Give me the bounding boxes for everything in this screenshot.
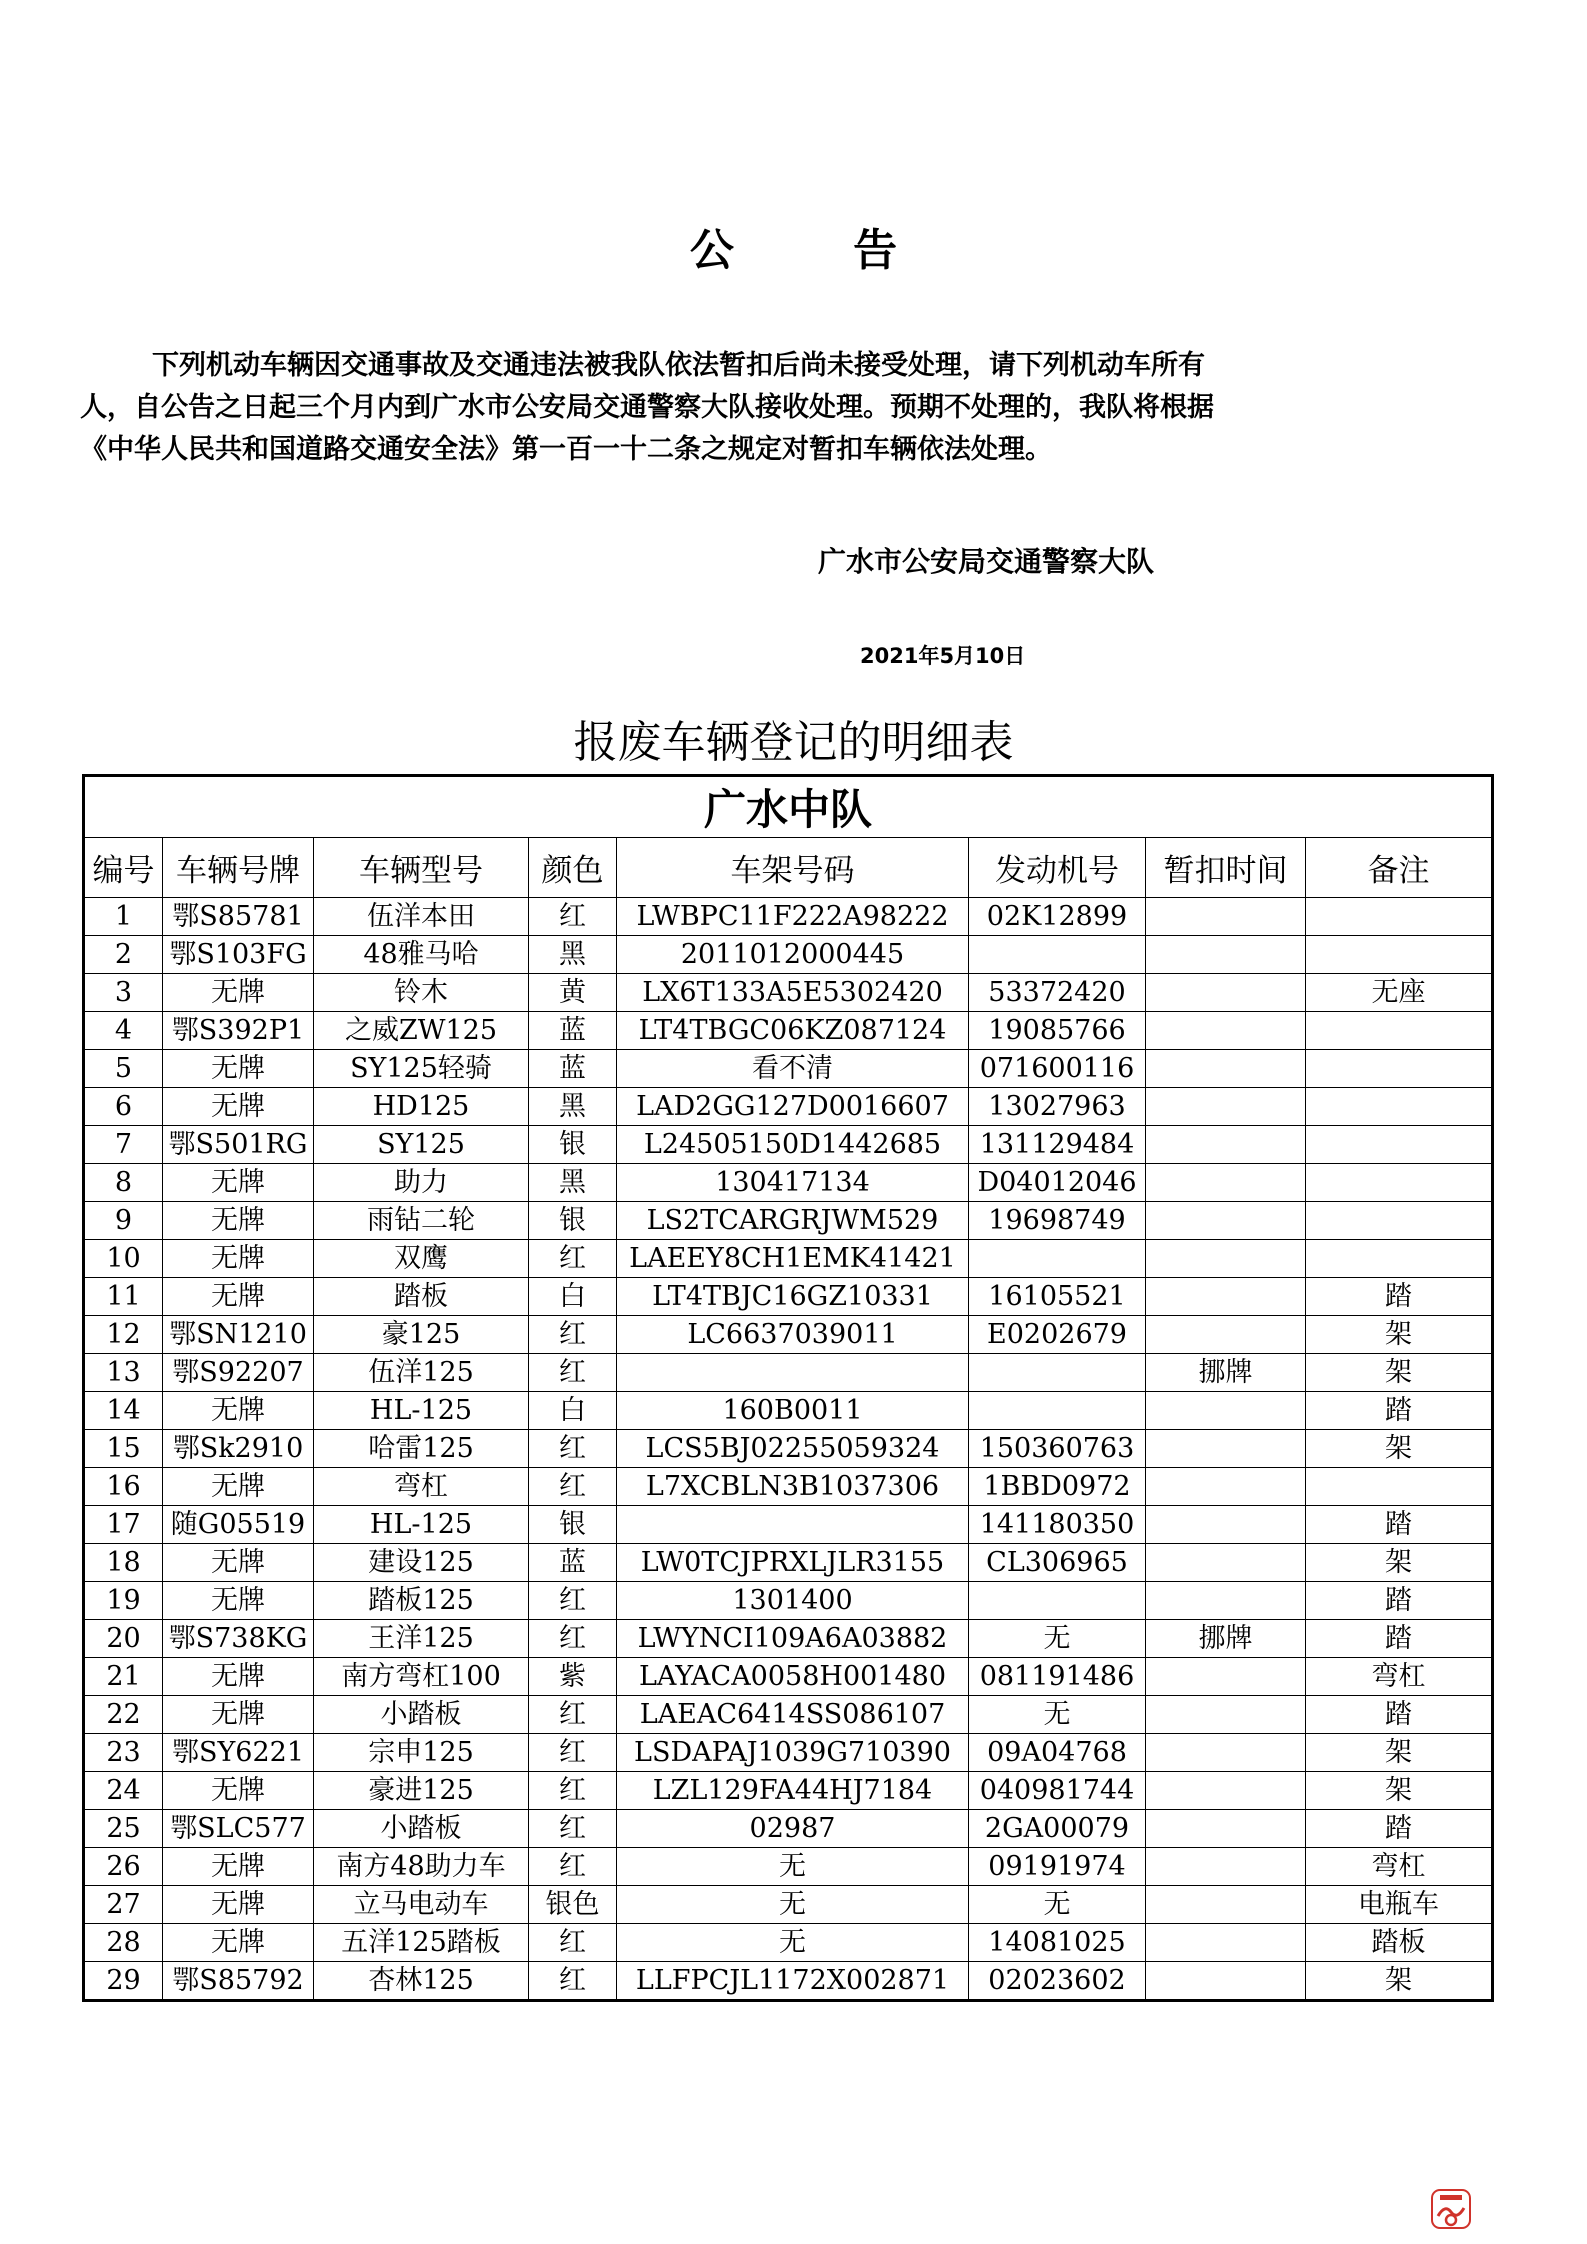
cell-seize-time bbox=[1146, 1696, 1306, 1734]
cell-seize-time bbox=[1146, 1278, 1306, 1316]
table-row bbox=[84, 1278, 1493, 1316]
cell-model: 48雅马哈 bbox=[314, 936, 529, 974]
cell-remark: 电瓶车 bbox=[1306, 1886, 1493, 1924]
table-row bbox=[84, 1050, 1493, 1088]
cell-color: 黑 bbox=[529, 1088, 617, 1126]
table-row bbox=[84, 1734, 1493, 1772]
cell-engine: 09A04768 bbox=[969, 1734, 1146, 1772]
cell-seize-time: 挪牌 bbox=[1146, 1354, 1306, 1392]
table-row bbox=[84, 1202, 1493, 1240]
cell-seize-time bbox=[1146, 936, 1306, 974]
cell-number: 6 bbox=[84, 1088, 163, 1126]
table-row bbox=[84, 1962, 1493, 2001]
cell-vin: LSDAPAJ1039G710390 bbox=[617, 1734, 969, 1772]
table-row bbox=[84, 1696, 1493, 1734]
cell-engine: 131129484 bbox=[969, 1126, 1146, 1164]
cell-plate: 无牌 bbox=[163, 1088, 314, 1126]
cell-engine: 071600116 bbox=[969, 1050, 1146, 1088]
cell-plate: 鄂S85781 bbox=[163, 898, 314, 936]
col-header-plate: 车辆号牌 bbox=[163, 838, 314, 898]
cell-remark bbox=[1306, 1202, 1493, 1240]
col-header-engine: 发动机号 bbox=[969, 838, 1146, 898]
cell-vin: LLFPCJL1172X002871 bbox=[617, 1962, 969, 2001]
unit-name: 广水中队 bbox=[84, 776, 1493, 838]
cell-engine: 02K12899 bbox=[969, 898, 1146, 936]
cell-remark bbox=[1306, 1088, 1493, 1126]
cell-model: 双鹰 bbox=[314, 1240, 529, 1278]
cell-color: 红 bbox=[529, 1848, 617, 1886]
cell-engine: 19085766 bbox=[969, 1012, 1146, 1050]
cell-color: 红 bbox=[529, 1620, 617, 1658]
cell-vin: LAEEY8CH1EMK41421 bbox=[617, 1240, 969, 1278]
cell-color: 红 bbox=[529, 1962, 617, 2001]
table-row bbox=[84, 1392, 1493, 1430]
cell-engine: 13027963 bbox=[969, 1088, 1146, 1126]
cell-seize-time bbox=[1146, 1316, 1306, 1354]
cell-number: 5 bbox=[84, 1050, 163, 1088]
cell-color: 红 bbox=[529, 898, 617, 936]
cell-seize-time bbox=[1146, 1734, 1306, 1772]
cell-remark: 架 bbox=[1306, 1772, 1493, 1810]
cell-seize-time bbox=[1146, 1430, 1306, 1468]
table-row bbox=[84, 1772, 1493, 1810]
cell-color: 黄 bbox=[529, 974, 617, 1012]
cell-plate: 鄂S738KG bbox=[163, 1620, 314, 1658]
cell-seize-time bbox=[1146, 1810, 1306, 1848]
cell-plate: 鄂S103FG bbox=[163, 936, 314, 974]
cell-engine bbox=[969, 1582, 1146, 1620]
cell-vin: 02987 bbox=[617, 1810, 969, 1848]
cell-engine: 02023602 bbox=[969, 1962, 1146, 2001]
cell-remark: 架 bbox=[1306, 1316, 1493, 1354]
cell-engine: 53372420 bbox=[969, 974, 1146, 1012]
cell-engine: 无 bbox=[969, 1696, 1146, 1734]
cell-seize-time bbox=[1146, 1050, 1306, 1088]
table-row bbox=[84, 1886, 1493, 1924]
col-header-number: 编号 bbox=[84, 838, 163, 898]
cell-engine: 无 bbox=[969, 1620, 1146, 1658]
cell-remark: 踏 bbox=[1306, 1582, 1493, 1620]
cell-vin: L24505150D1442685 bbox=[617, 1126, 969, 1164]
cell-color: 黑 bbox=[529, 1164, 617, 1202]
cell-plate: 无牌 bbox=[163, 1848, 314, 1886]
table-row bbox=[84, 1658, 1493, 1696]
cell-number: 22 bbox=[84, 1696, 163, 1734]
cell-plate: 无牌 bbox=[163, 1544, 314, 1582]
cell-remark bbox=[1306, 1126, 1493, 1164]
cell-vin bbox=[617, 1354, 969, 1392]
cell-seize-time bbox=[1146, 1772, 1306, 1810]
cell-seize-time bbox=[1146, 1506, 1306, 1544]
cell-engine: 09191974 bbox=[969, 1848, 1146, 1886]
cell-model: HL-125 bbox=[314, 1392, 529, 1430]
cell-model: HL-125 bbox=[314, 1506, 529, 1544]
table-row bbox=[84, 1240, 1493, 1278]
cell-engine: 16105521 bbox=[969, 1278, 1146, 1316]
cell-plate: 无牌 bbox=[163, 1772, 314, 1810]
table-row bbox=[84, 1506, 1493, 1544]
cell-model: 铃木 bbox=[314, 974, 529, 1012]
cell-model: SY125 bbox=[314, 1126, 529, 1164]
cell-seize-time: 挪牌 bbox=[1146, 1620, 1306, 1658]
col-header-model: 车辆型号 bbox=[314, 838, 529, 898]
cell-remark: 踏 bbox=[1306, 1810, 1493, 1848]
notice-line-2: 人，自公告之日起三个月内到广水市公安局交通警察大队接收处理。预期不处理的，我队将根据 bbox=[80, 392, 1214, 423]
cell-vin: LC6637039011 bbox=[617, 1316, 969, 1354]
cell-seize-time bbox=[1146, 1012, 1306, 1050]
cell-model: 雨钻二轮 bbox=[314, 1202, 529, 1240]
cell-color: 银 bbox=[529, 1126, 617, 1164]
notice-line-3: 《中华人民共和国道路交通安全法》第一百一十二条之规定对暂扣车辆依法处理。 bbox=[80, 434, 1052, 465]
cell-seize-time bbox=[1146, 1848, 1306, 1886]
col-header-seize-time: 暂扣时间 bbox=[1146, 838, 1306, 898]
cell-model: 弯杠 bbox=[314, 1468, 529, 1506]
cell-remark: 无座 bbox=[1306, 974, 1493, 1012]
table-row bbox=[84, 1582, 1493, 1620]
cell-seize-time bbox=[1146, 1392, 1306, 1430]
cell-vin: LZL129FA44HJ7184 bbox=[617, 1772, 969, 1810]
cell-vin: LT4TBJC16GZ10331 bbox=[617, 1278, 969, 1316]
cell-model: 五洋125踏板 bbox=[314, 1924, 529, 1962]
table-row bbox=[84, 1316, 1493, 1354]
cell-vin: 130417134 bbox=[617, 1164, 969, 1202]
cell-seize-time bbox=[1146, 1962, 1306, 2001]
cell-engine: 141180350 bbox=[969, 1506, 1146, 1544]
cell-engine bbox=[969, 1240, 1146, 1278]
cell-remark: 架 bbox=[1306, 1430, 1493, 1468]
cell-color: 红 bbox=[529, 1316, 617, 1354]
table-row bbox=[84, 1088, 1493, 1126]
cell-remark: 架 bbox=[1306, 1734, 1493, 1772]
cell-number: 14 bbox=[84, 1392, 163, 1430]
cell-remark: 架 bbox=[1306, 1354, 1493, 1392]
cell-model: 哈雷125 bbox=[314, 1430, 529, 1468]
cell-vin: LAD2GG127D0016607 bbox=[617, 1088, 969, 1126]
table-row bbox=[84, 1012, 1493, 1050]
cell-seize-time bbox=[1146, 1582, 1306, 1620]
cell-model: 立马电动车 bbox=[314, 1886, 529, 1924]
table-row bbox=[84, 1430, 1493, 1468]
cell-vin: L7XCBLN3B1037306 bbox=[617, 1468, 969, 1506]
cell-model: 踏板 bbox=[314, 1278, 529, 1316]
cell-seize-time bbox=[1146, 898, 1306, 936]
cell-color: 蓝 bbox=[529, 1050, 617, 1088]
cell-vin: LW0TCJPRXLJLR3155 bbox=[617, 1544, 969, 1582]
cell-number: 29 bbox=[84, 1962, 163, 2001]
cell-vin: LWYNCI109A6A03882 bbox=[617, 1620, 969, 1658]
cell-model: HD125 bbox=[314, 1088, 529, 1126]
cell-color: 红 bbox=[529, 1430, 617, 1468]
cell-color: 白 bbox=[529, 1392, 617, 1430]
cell-seize-time bbox=[1146, 1924, 1306, 1962]
col-header-vin: 车架号码 bbox=[617, 838, 969, 898]
cell-color: 银 bbox=[529, 1506, 617, 1544]
cell-number: 9 bbox=[84, 1202, 163, 1240]
cell-plate: 鄂SLC577 bbox=[163, 1810, 314, 1848]
cell-model: 伍洋125 bbox=[314, 1354, 529, 1392]
cell-vin: 无 bbox=[617, 1924, 969, 1962]
cell-color: 红 bbox=[529, 1354, 617, 1392]
cell-model: 踏板125 bbox=[314, 1582, 529, 1620]
cell-color: 黑 bbox=[529, 936, 617, 974]
notice-signer: 广水市公安局交通警察大队 bbox=[818, 545, 1155, 578]
cell-vin: 无 bbox=[617, 1886, 969, 1924]
table-row bbox=[84, 898, 1493, 936]
cell-number: 25 bbox=[84, 1810, 163, 1848]
cell-engine: 2GA00079 bbox=[969, 1810, 1146, 1848]
cell-number: 21 bbox=[84, 1658, 163, 1696]
cell-number: 17 bbox=[84, 1506, 163, 1544]
cell-model: 南方弯杠100 bbox=[314, 1658, 529, 1696]
cell-color: 红 bbox=[529, 1240, 617, 1278]
cell-number: 4 bbox=[84, 1012, 163, 1050]
table-row bbox=[84, 1126, 1493, 1164]
col-header-color: 颜色 bbox=[529, 838, 617, 898]
cell-number: 23 bbox=[84, 1734, 163, 1772]
cell-plate: 无牌 bbox=[163, 1468, 314, 1506]
cell-color: 红 bbox=[529, 1468, 617, 1506]
cell-seize-time bbox=[1146, 1658, 1306, 1696]
cell-number: 16 bbox=[84, 1468, 163, 1506]
cell-color: 蓝 bbox=[529, 1544, 617, 1582]
cell-vin: LCS5BJ02255059324 bbox=[617, 1430, 969, 1468]
cell-engine: D04012046 bbox=[969, 1164, 1146, 1202]
notice-line-1: 下列机动车辆因交通事故及交通违法被我队依法暂扣后尚未接受处理，请下列机动车所有 bbox=[152, 350, 1205, 381]
notice-title: 公 告 bbox=[689, 225, 950, 276]
cell-color: 红 bbox=[529, 1924, 617, 1962]
cell-vin: LX6T133A5E5302420 bbox=[617, 974, 969, 1012]
cell-engine: E0202679 bbox=[969, 1316, 1146, 1354]
cell-plate: 无牌 bbox=[163, 1240, 314, 1278]
cell-seize-time bbox=[1146, 1240, 1306, 1278]
cell-vin: 1301400 bbox=[617, 1582, 969, 1620]
cell-plate: 无牌 bbox=[163, 1278, 314, 1316]
cell-remark: 踏 bbox=[1306, 1392, 1493, 1430]
cell-color: 银 bbox=[529, 1202, 617, 1240]
cell-remark: 踏板 bbox=[1306, 1924, 1493, 1962]
cell-plate: 无牌 bbox=[163, 1886, 314, 1924]
cell-number: 15 bbox=[84, 1430, 163, 1468]
cell-model: 建设125 bbox=[314, 1544, 529, 1582]
cell-vin: 160B0011 bbox=[617, 1392, 969, 1430]
table-title: 报废车辆登记的明细表 bbox=[573, 717, 1014, 768]
cell-model: 王洋125 bbox=[314, 1620, 529, 1658]
red-seal-logo-icon bbox=[1428, 2186, 1474, 2232]
cell-number: 19 bbox=[84, 1582, 163, 1620]
cell-seize-time bbox=[1146, 1202, 1306, 1240]
cell-model: 豪125 bbox=[314, 1316, 529, 1354]
table-row bbox=[84, 1544, 1493, 1582]
cell-engine: 040981744 bbox=[969, 1772, 1146, 1810]
cell-engine: 无 bbox=[969, 1886, 1146, 1924]
cell-number: 1 bbox=[84, 898, 163, 936]
cell-model: 小踏板 bbox=[314, 1696, 529, 1734]
cell-seize-time bbox=[1146, 1544, 1306, 1582]
cell-remark: 架 bbox=[1306, 1544, 1493, 1582]
cell-color: 红 bbox=[529, 1772, 617, 1810]
cell-plate: 随G05519 bbox=[163, 1506, 314, 1544]
cell-model: 豪进125 bbox=[314, 1772, 529, 1810]
cell-number: 13 bbox=[84, 1354, 163, 1392]
cell-plate: 无牌 bbox=[163, 1658, 314, 1696]
cell-remark bbox=[1306, 1468, 1493, 1506]
cell-model: 助力 bbox=[314, 1164, 529, 1202]
cell-model: 小踏板 bbox=[314, 1810, 529, 1848]
cell-number: 10 bbox=[84, 1240, 163, 1278]
cell-vin: LAYACA0058H001480 bbox=[617, 1658, 969, 1696]
table-row bbox=[84, 936, 1493, 974]
cell-number: 2 bbox=[84, 936, 163, 974]
cell-plate: 鄂S92207 bbox=[163, 1354, 314, 1392]
cell-remark bbox=[1306, 1050, 1493, 1088]
cell-remark: 踏 bbox=[1306, 1696, 1493, 1734]
cell-plate: 无牌 bbox=[163, 1202, 314, 1240]
cell-color: 红 bbox=[529, 1696, 617, 1734]
cell-number: 11 bbox=[84, 1278, 163, 1316]
cell-seize-time bbox=[1146, 1468, 1306, 1506]
cell-model: 伍洋本田 bbox=[314, 898, 529, 936]
cell-remark bbox=[1306, 936, 1493, 974]
cell-number: 27 bbox=[84, 1886, 163, 1924]
cell-seize-time bbox=[1146, 974, 1306, 1012]
cell-model: SY125轻骑 bbox=[314, 1050, 529, 1088]
cell-remark: 弯杠 bbox=[1306, 1658, 1493, 1696]
cell-engine: CL306965 bbox=[969, 1544, 1146, 1582]
cell-remark bbox=[1306, 898, 1493, 936]
cell-remark: 架 bbox=[1306, 1962, 1493, 2001]
cell-remark bbox=[1306, 1164, 1493, 1202]
table-row bbox=[84, 1924, 1493, 1962]
cell-engine: 150360763 bbox=[969, 1430, 1146, 1468]
cell-plate: 无牌 bbox=[163, 1924, 314, 1962]
cell-vin: 无 bbox=[617, 1848, 969, 1886]
cell-number: 26 bbox=[84, 1848, 163, 1886]
cell-color: 白 bbox=[529, 1278, 617, 1316]
cell-seize-time bbox=[1146, 1886, 1306, 1924]
cell-color: 银色 bbox=[529, 1886, 617, 1924]
cell-model: 宗申125 bbox=[314, 1734, 529, 1772]
cell-number: 18 bbox=[84, 1544, 163, 1582]
cell-engine bbox=[969, 1392, 1146, 1430]
table-row bbox=[84, 1354, 1493, 1392]
cell-seize-time bbox=[1146, 1126, 1306, 1164]
table-row bbox=[84, 1468, 1493, 1506]
col-header-remark: 备注 bbox=[1306, 838, 1493, 898]
column-header-row bbox=[84, 838, 1493, 898]
cell-model: 杏林125 bbox=[314, 1962, 529, 2001]
cell-remark: 踏 bbox=[1306, 1506, 1493, 1544]
cell-plate: 无牌 bbox=[163, 1582, 314, 1620]
cell-model: 南方48助力车 bbox=[314, 1848, 529, 1886]
cell-color: 蓝 bbox=[529, 1012, 617, 1050]
cell-number: 7 bbox=[84, 1126, 163, 1164]
cell-engine: 14081025 bbox=[969, 1924, 1146, 1962]
table-row bbox=[84, 1164, 1493, 1202]
cell-plate: 鄂S501RG bbox=[163, 1126, 314, 1164]
cell-color: 红 bbox=[529, 1734, 617, 1772]
table-row bbox=[84, 1810, 1493, 1848]
cell-number: 8 bbox=[84, 1164, 163, 1202]
cell-model: 之威ZW125 bbox=[314, 1012, 529, 1050]
cell-plate: 无牌 bbox=[163, 1392, 314, 1430]
notice-body bbox=[80, 345, 1480, 471]
cell-vin: LT4TBGC06KZ087124 bbox=[617, 1012, 969, 1050]
cell-engine bbox=[969, 1354, 1146, 1392]
cell-seize-time bbox=[1146, 1088, 1306, 1126]
cell-plate: 无牌 bbox=[163, 1696, 314, 1734]
cell-vin: 看不清 bbox=[617, 1050, 969, 1088]
cell-plate: 无牌 bbox=[163, 974, 314, 1012]
cell-plate: 鄂Sk2910 bbox=[163, 1430, 314, 1468]
cell-color: 紫 bbox=[529, 1658, 617, 1696]
cell-number: 3 bbox=[84, 974, 163, 1012]
cell-plate: 鄂SN1210 bbox=[163, 1316, 314, 1354]
table-row bbox=[84, 1848, 1493, 1886]
vehicle-table bbox=[82, 774, 1494, 2002]
cell-remark: 弯杠 bbox=[1306, 1848, 1493, 1886]
cell-plate: 鄂SY6221 bbox=[163, 1734, 314, 1772]
cell-color: 红 bbox=[529, 1810, 617, 1848]
cell-number: 24 bbox=[84, 1772, 163, 1810]
cell-number: 20 bbox=[84, 1620, 163, 1658]
cell-vin: LAEAC6414SS086107 bbox=[617, 1696, 969, 1734]
cell-seize-time bbox=[1146, 1164, 1306, 1202]
cell-vin: 2011012000445 bbox=[617, 936, 969, 974]
cell-engine: 19698749 bbox=[969, 1202, 1146, 1240]
cell-remark bbox=[1306, 1240, 1493, 1278]
cell-number: 28 bbox=[84, 1924, 163, 1962]
cell-plate: 无牌 bbox=[163, 1164, 314, 1202]
cell-engine: 081191486 bbox=[969, 1658, 1146, 1696]
cell-engine: 1BBD0972 bbox=[969, 1468, 1146, 1506]
cell-remark: 踏 bbox=[1306, 1278, 1493, 1316]
cell-number: 12 bbox=[84, 1316, 163, 1354]
table-row bbox=[84, 1620, 1493, 1658]
cell-remark bbox=[1306, 1012, 1493, 1050]
notice-date: 2021年5月10日 bbox=[860, 644, 1026, 668]
table-row bbox=[84, 974, 1493, 1012]
unit-header-row bbox=[84, 776, 1493, 838]
cell-color: 红 bbox=[529, 1582, 617, 1620]
cell-vin bbox=[617, 1506, 969, 1544]
cell-remark: 踏 bbox=[1306, 1620, 1493, 1658]
cell-plate: 鄂S85792 bbox=[163, 1962, 314, 2001]
cell-vin: LWBPC11F222A98222 bbox=[617, 898, 969, 936]
cell-plate: 鄂S392P1 bbox=[163, 1012, 314, 1050]
cell-engine bbox=[969, 936, 1146, 974]
cell-vin: LS2TCARGRJWM529 bbox=[617, 1202, 969, 1240]
cell-plate: 无牌 bbox=[163, 1050, 314, 1088]
